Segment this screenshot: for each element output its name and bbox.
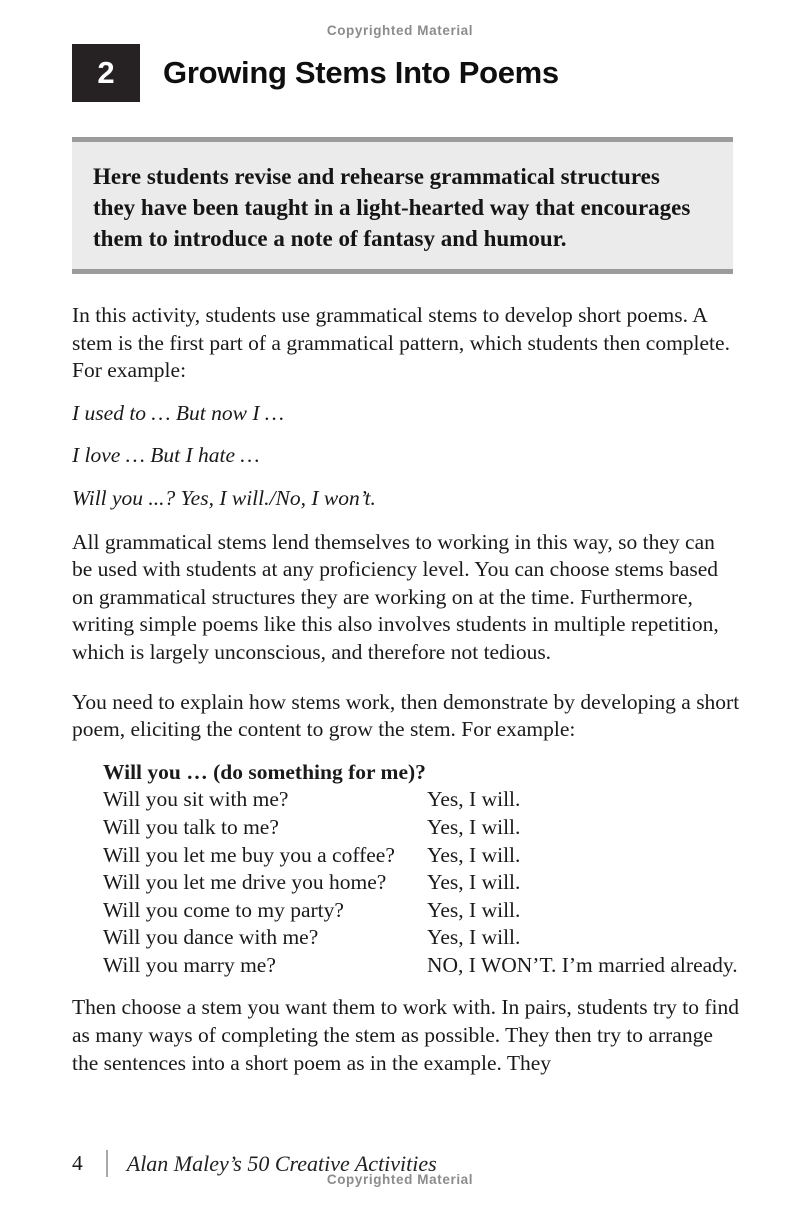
example-answer: Yes, I will. [427, 870, 521, 895]
stem-example-3: Will you ...? Yes, I will./No, I won’t. [72, 485, 376, 510]
example-answer: Yes, I will. [427, 787, 521, 812]
example-question: Will you talk to me? [103, 814, 279, 839]
example-row [103, 842, 753, 870]
paragraph-explain: You need to explain how stems work, then demonstrate by developing a short poem, eliciting the content to grow the stem. For example: [72, 689, 740, 742]
paragraph-all-stems: All grammatical stems lend themselves to working in this way, so they can be used with students at any proficiency level. You can choose stems based on grammatical structures they are working on at the time. Furthermore, writing simple poems like this also involves students in multiple repetition, which is largely unconscious, and therefore not tedious. [72, 529, 719, 664]
example-question: Will you let me buy you a coffee? [103, 842, 395, 867]
example-question: Will you sit with me? [103, 787, 289, 812]
page-number: 4 [72, 1151, 83, 1175]
paragraph-intro: In this activity, students use grammatical stems to develop short poems. A stem is the first part of a grammatical pattern, which students then complete. For example: [72, 303, 730, 383]
example-question: Will you dance with me? [103, 925, 319, 950]
example-question: Will you marry me? [103, 952, 276, 977]
example-row [103, 952, 753, 980]
stem-example-1: I used to … But now I … [72, 400, 285, 425]
paragraph-closing: Then choose a stem you want them to work with. In pairs, students try to find as many ways of completing the stem as possible. They then try to arrange the sentences into a short poem as in the example. They [72, 995, 739, 1075]
example-row [103, 897, 753, 925]
copyright-notice-bottom: Copyrighted Material [326, 1172, 474, 1187]
copyright-notice-top: Copyrighted Material [326, 23, 474, 38]
example-row [103, 786, 753, 814]
example-question: Will you let me drive you home? [103, 870, 387, 895]
example-answer: Yes, I will. [427, 925, 521, 950]
chapter-title: Growing Stems Into Poems [163, 55, 559, 90]
book-title: Alan Maley’s 50 Creative Activities [126, 1150, 437, 1176]
example-answer: Yes, I will. [427, 897, 521, 922]
example-answer: Yes, I will. [427, 842, 521, 867]
example-row [103, 869, 753, 897]
chapter-header [72, 44, 800, 102]
summary-box [72, 137, 733, 274]
example-answer: Yes, I will. [427, 814, 521, 839]
example-dialogue [103, 759, 753, 980]
example-question: Will you come to my party? [103, 897, 344, 922]
stem-example-2: I love … But I hate … [72, 443, 260, 468]
chapter-number-badge: 2 [72, 44, 140, 102]
example-answer: NO, I WON’T. I’m married already. [427, 952, 738, 977]
example-heading: Will you … (do something for me)? [103, 759, 426, 784]
example-row [103, 814, 753, 842]
summary-text: Here students revise and rehearse grammatical structures they have been taught in a light-hearted way that encourages them to introduce a note of fantasy and humour. [93, 164, 691, 251]
example-row [103, 924, 753, 952]
